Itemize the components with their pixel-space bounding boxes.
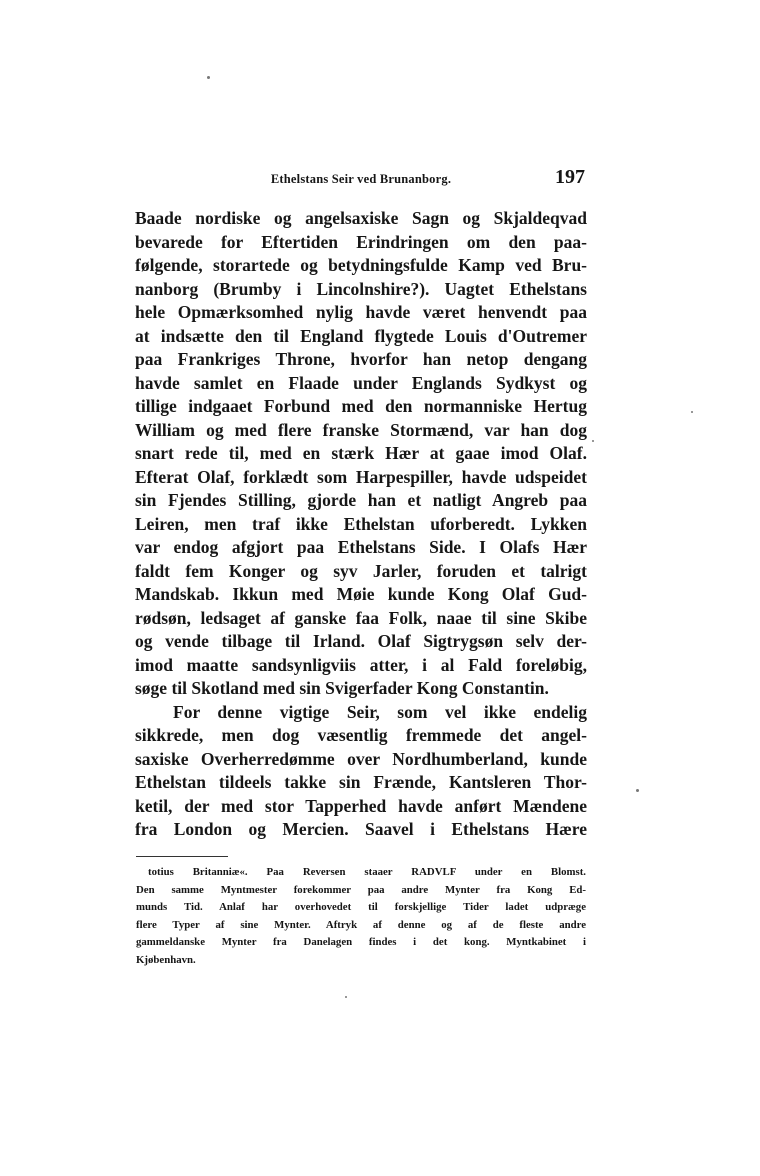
footnote-line: Kjøbenhavn.: [136, 953, 196, 966]
text-line: sikkrede, men dog væsentlig fremmede det angel-: [135, 725, 587, 745]
text-line: havde samlet en Flaade under Englands Sydkyst og: [135, 372, 587, 393]
text-line: saxiske Overherredømme over Nordhumberland, kunde: [135, 748, 587, 769]
text-line: Leiren, men traf ikke Ethelstan uforberedt. Lykken: [135, 513, 587, 534]
text-line: at indsætte den til England flygtede Louis d'Outremer: [135, 325, 587, 346]
text-line: hele Opmærksomhed nylig havde været henvendt paa: [135, 302, 587, 322]
text-line: rødsøn, ledsaget af ganske faa Folk, naae til sine Skibe: [135, 607, 587, 628]
text-line: var endog afgjort paa Ethelstans Side. I Olafs Hær: [135, 537, 587, 557]
page-number: 197: [555, 166, 585, 188]
footnote-line: flere Typer af sine Mynter. Aftryk af denne og af de fleste andre: [136, 918, 586, 931]
text-line: tillige indgaaet Forbund med den normanniske Hertug: [135, 396, 587, 416]
footnote-line: gammeldanske Mynter fra Danelagen findes i det kong. Myntkabinet i: [136, 936, 586, 948]
text-line: Baade nordiske og angelsaxiske Sagn og Skjaldeqvad: [135, 208, 587, 228]
ink-speck: [636, 789, 639, 792]
text-line: snart rede til, med en stærk Hær at gaae imod Olaf.: [135, 443, 587, 463]
text-line: og vende tilbage til Irland. Olaf Sigtrygsøn selv der-: [135, 631, 587, 651]
footnote-block: [136, 864, 586, 969]
text-line: paa Frankriges Throne, hvorfor han netop dengang: [135, 349, 587, 369]
text-line: Efterat Olaf, forklædt som Harpespiller, havde udspeidet: [135, 466, 587, 487]
ink-speck: [691, 411, 693, 413]
text-line: nanborg (Brumby i Lincolnshire?). Uagtet Ethelstans: [135, 278, 587, 299]
paragraph-start-line: For denne vigtige Seir, som vel ikke endelig: [173, 701, 587, 722]
footnote-line: munds Tid. Anlaf har overhovedet til forskjellige Tider ladet udpræge: [136, 901, 586, 913]
running-title: Ethelstans Seir ved Brunanborg.: [270, 172, 452, 186]
ink-speck: [592, 440, 594, 442]
text-line: ketil, der med stor Tapperhed havde anført Mændene: [135, 795, 587, 816]
text-line: imod maatte sandsynligviis atter, i al Fald foreløbig,: [135, 654, 587, 675]
text-line: faldt fem Konger og syv Jarler, foruden et talrigt: [135, 560, 587, 581]
ink-speck: [345, 996, 347, 998]
text-line: søge til Skotland med sin Svigerfader Kong Constantin.: [135, 678, 549, 698]
text-line: Mandskab. Ikkun med Møie kunde Kong Olaf Gud-: [135, 584, 587, 604]
text-line: følgende, storartede og betydningsfulde Kamp ved Bru-: [135, 255, 587, 275]
footnote-line: totius Britanniæ«. Paa Reversen staaer RADVLF under en Blomst.: [148, 866, 586, 878]
footnote-line: Den samme Myntmester forekommer paa andre Mynter fra Kong Ed-: [136, 883, 586, 896]
text-line: fra London og Mercien. Saavel i Ethelstans Hære: [135, 819, 587, 839]
text-line: Ethelstan tildeels takke sin Frænde, Kantsleren Thor-: [135, 772, 587, 792]
text-line: bevarede for Eftertiden Erindringen om den paa-: [135, 231, 587, 252]
body-text: [135, 207, 587, 842]
footnote-divider: [136, 856, 228, 857]
page-header: [135, 168, 587, 194]
ink-speck: [207, 76, 210, 79]
text-line: sin Fjendes Stilling, gjorde han et natligt Angreb paa: [135, 490, 587, 510]
text-line: William og med flere franske Stormænd, var han dog: [135, 419, 587, 440]
